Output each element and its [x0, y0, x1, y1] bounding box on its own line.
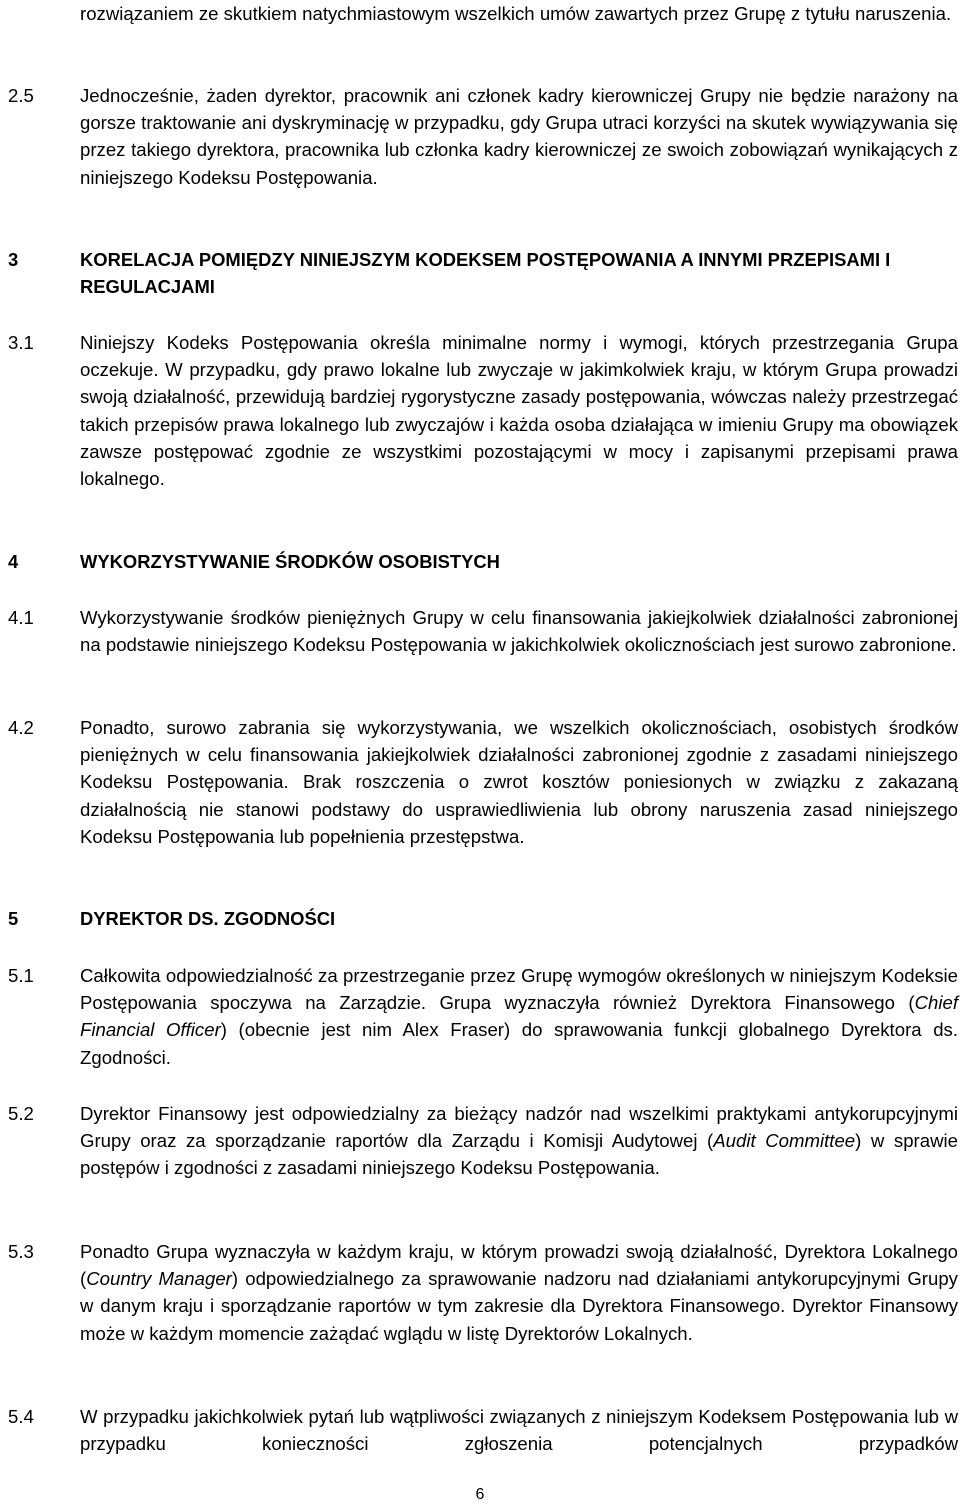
section-number: 5.2 [8, 1103, 34, 1124]
section-text-part: Ponadto Grupa wyznaczyła w każdym kraju, w którym prowadzi swoją działalność, Dyrektora Lokalnego ( [80, 1241, 958, 1290]
page-number: 6 [475, 1486, 485, 1503]
intro-paragraph [80, 0, 958, 27]
section-number: 5.1 [8, 965, 34, 986]
section-text-part: ) (obecnie jest nim Alex Fraser) do sprawowania funkcji globalnego Dyrektora ds. Zgodności. [80, 1019, 958, 1068]
section-text-italic: Country Manager [86, 1268, 232, 1290]
heading-5 [8, 905, 958, 932]
section-number: 3.1 [8, 332, 34, 353]
section-text-part: ) odpowiedzialnego za sprawowanie nadzoru nad działaniami antykorupcyjnymi Grupy w danym kraju i sporządzanie raportów w tym zakresie dla Dyrektora Finansowego. Dyrektor Finansowy może w każdym momencie zażądać wglądu w listę Dyrektorów Lokalnych. [80, 1268, 958, 1344]
section-text [80, 1238, 958, 1347]
section-text-part: ) w sprawie postępów i zgodności z zasadami niniejszego Kodeksu Postępowania. [80, 1130, 958, 1179]
intro-text: rozwiązaniem ze skutkiem natychmiastowym wszelkich umów zawartych przez Grupę z tytułu naruszenia. [80, 3, 952, 24]
section-text: Wykorzystywanie środków pieniężnych Grupy w celu finansowania jakiejkolwiek działalności zabronionej na podstawie niniejszego Kodeksu Postępowania w jakichkolwiek okolicznościach jest surowo zabronione. [80, 607, 958, 656]
heading-title: KORELACJA POMIĘDZY NINIEJSZYM KODEKSEM POSTĘPOWANIA A INNYMI PRZEPISAMI I REGULACJAMI [80, 249, 891, 298]
heading-title: WYKORZYSTYWANIE ŚRODKÓW OSOBISTYCH [80, 551, 500, 572]
section-text: Jednocześnie, żaden dyrektor, pracownik ani członek kadry kierowniczej Grupy nie będzie narażony na gorsze traktowanie ani dyskryminację w przypadku, gdy Grupa utraci korzyści na skutek wywiązywania się przez takiego dyrektora, pracownika lub członka kadry kierowniczej ze swoich zobowiązań wynikających z niniejszego Kodeksu Postępowania. [80, 85, 958, 188]
heading-number: 5 [8, 908, 19, 929]
section-number: 4.2 [8, 717, 34, 738]
section-2-5 [8, 82, 958, 191]
section-3-1 [8, 329, 958, 492]
heading-3 [8, 246, 958, 300]
section-text [80, 1100, 958, 1182]
section-5-4 [8, 1403, 958, 1457]
section-text-part: Całkowita odpowiedzialność za przestrzeganie przez Grupę wymogów określonych w niniejszym Kodeksie Postępowania spoczywa na Zarządzie. Grupa wyznaczyła również Dyrektora Finansowego ( [80, 965, 958, 1014]
section-5-3 [8, 1238, 958, 1347]
section-5-1 [8, 962, 958, 1071]
section-number: 2.5 [8, 85, 34, 106]
heading-4 [8, 548, 958, 575]
section-text-italic: Audit Committee [713, 1130, 856, 1152]
section-5-2 [8, 1100, 958, 1182]
section-text: Niniejszy Kodeks Postępowania określa minimalne normy i wymogi, których przestrzegania Grupa oczekuje. W przypadku, gdy prawo lokalne lub zwyczaje w jakimkolwiek kraju, w którym Grupa prowadzi swoją działalność, przewidują bardziej rygorystyczne zasady postępowania, wówczas należy przestrzegać takich przepisów prawa lokalnego lub zwyczajów i każda osoba działająca w imieniu Grupy ma obowiązek zawsze postępować zgodnie ze wszystkimi pozostającymi w mocy i zapisanymi przepisami prawa lokalnego. [80, 332, 958, 490]
section-text [80, 962, 958, 1071]
heading-number: 3 [8, 249, 19, 270]
section-text: W przypadku jakichkolwiek pytań lub wątpliwości związanych z niniejszym Kodeksem Postępowania lub w przypadku konieczności zgłoszenia potencjalnych przypadków [80, 1406, 958, 1455]
section-text-italic: Chief Financial Officer [80, 992, 958, 1041]
section-4-1 [8, 604, 958, 658]
section-4-2 [8, 714, 958, 850]
section-number: 4.1 [8, 607, 34, 628]
heading-number: 4 [8, 551, 19, 572]
section-text: Ponadto, surowo zabrania się wykorzystywania, we wszelkich okolicznościach, osobistych środków pieniężnych w celu finansowania jakiejkolwiek działalności zabronionej zgodnie z zasadami niniejszego Kodeksu Postępowania. Brak roszczenia o zwrot kosztów poniesionych w związku z zakazaną działalnością nie stanowi podstawy do usprawiedliwienia lub obrony naruszenia zasad niniejszego Kodeksu Postępowania lub popełnienia przestępstwa. [80, 717, 958, 847]
section-number: 5.3 [8, 1241, 34, 1262]
heading-title: DYREKTOR DS. ZGODNOŚCI [80, 908, 336, 929]
section-text-part: Dyrektor Finansowy jest odpowiedzialny za bieżący nadzór nad wszelkimi praktykami antykorupcyjnymi Grupy oraz za sporządzanie raportów dla Zarządu i Komisji Audytowej ( [80, 1103, 958, 1152]
section-number: 5.4 [8, 1406, 34, 1427]
